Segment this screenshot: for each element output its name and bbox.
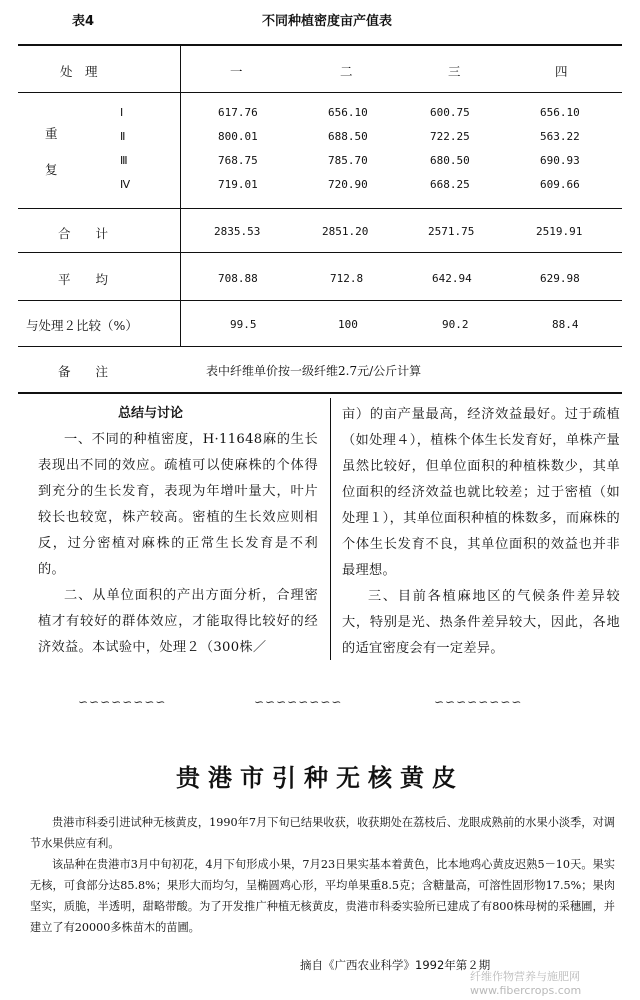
table-cell: 2851.20 (322, 225, 369, 238)
repeat-id: Ⅰ (120, 106, 124, 119)
table-cell: 680.50 (430, 154, 470, 167)
table-cell: 722.25 (430, 130, 470, 143)
repeat-id: Ⅳ (120, 178, 131, 191)
treatment-header: 处 理 (60, 64, 98, 79)
table-cell: 690.93 (540, 154, 580, 167)
table-cell: 2519.91 (536, 225, 583, 238)
table-cell: 719.01 (218, 178, 258, 191)
table-cell: 2835.53 (214, 225, 261, 238)
note-text: 表中纤维单价按一级纤维2.7元/公斤计算 (206, 364, 422, 378)
paragraph: 三、目前各植麻地区的气候条件差异较大，特别是光、热条件差异较大，因此，各地的适宜密度会有一定差异。 (342, 589, 620, 656)
table-cell: 785.70 (328, 154, 368, 167)
table-cell: 720.90 (328, 178, 368, 191)
total-label: 合 计 (58, 226, 109, 241)
table-cell: 708.88 (218, 272, 258, 285)
table-cell: 656.10 (540, 106, 580, 119)
wave-divider: ∽∽∽∽∽∽∽∽ (434, 695, 523, 709)
table-cell: 688.50 (328, 130, 368, 143)
paragraph: 一、不同的种植密度，H·11648麻的生长表现出不同的效应。疏植可以使麻株的个体得到充分的生长发育，表现为年增叶量大，叶片较长也较宽，株产较高。密植的生长效应则相反，过分密植对麻株的正常生长发育是不利的。 (38, 432, 318, 577)
table-rule (18, 346, 622, 347)
table-cell: 90.2 (442, 318, 469, 331)
table-cell: 642.94 (432, 272, 472, 285)
table-cell: 668.25 (430, 178, 470, 191)
note-label: 备 注 (58, 364, 109, 379)
table-title: 不同种植密度亩产值表 (262, 14, 393, 29)
table-rule (18, 252, 622, 253)
table-rule (18, 300, 622, 301)
table-rule (18, 92, 622, 93)
repeat-label: 复 (45, 162, 58, 177)
repeat-label: 重 (45, 126, 58, 141)
table-label: 表4 (72, 14, 95, 29)
column-divider (330, 398, 331, 660)
section-heading: 总结与讨论 (118, 406, 184, 421)
table-top-rule (18, 44, 622, 46)
table-cell: 629.98 (540, 272, 580, 285)
wave-divider: ∽∽∽∽∽∽∽∽ (78, 695, 167, 709)
table-cell: 617.76 (218, 106, 258, 119)
table-rule (18, 208, 622, 209)
table-cell: 100 (338, 318, 358, 331)
table-cell: 600.75 (430, 106, 470, 119)
table-column-rule (180, 44, 181, 346)
wave-divider: ∽∽∽∽∽∽∽∽ (254, 695, 343, 709)
table-cell: 88.4 (552, 318, 579, 331)
watermark: 纤维作物营养与施肥网 www.fibercrops.com (470, 970, 582, 997)
table-cell: 2571.75 (428, 225, 475, 238)
table-cell: 99.5 (230, 318, 257, 331)
repeat-id: Ⅱ (120, 130, 126, 143)
table-cell: 609.66 (540, 178, 580, 191)
paragraph: 亩）的亩产量最高，经济效益最好。过于疏植（如处理４），植株个体生长发育好，单株产量虽然比较好，但单位面积的种植株数少，其单位面积的经济效益也就比较差；过于密植（如处理１），其单位面积种植的株数多，而麻株的个体生长发育不良，其单位面积的效益也并非最理想。 (342, 407, 620, 578)
average-label: 平 均 (58, 272, 109, 287)
table-cell: 712.8 (330, 272, 364, 285)
source-citation: 摘自《广西农业科学》1992年第２期 (300, 958, 491, 972)
column-header: 三 (448, 64, 461, 79)
compare-label: 与处理２比较（%） (26, 318, 138, 333)
paragraph: 该品种在贵港市3月中旬初花，4月下旬形成小果，7月23日果实基本着黄色，比本地鸡心黄皮迟熟5－10天。果实无核，可食部分达85.8%；果形大而均匀，呈椭圆鸡心形，平均单果重8.5克；含糖量高，可溶性固形物17.5%；果肉坚实，质脆，半透明，甜略带酸。为了开发推广种植无核黄皮，贵港市科委实验所已建成了有800株母树的采穗圃，并建立了有20000多株苗木的苗圃。 (30, 858, 615, 934)
column-header: 一 (230, 64, 243, 79)
table-cell: 800.01 (218, 130, 258, 143)
table-cell: 563.22 (540, 130, 580, 143)
table-bottom-rule (18, 392, 622, 394)
paragraph: 二、从单位面积的产出方面分析，合理密植才有较好的群体效应，才能取得比较好的经济效益。本试验中，处理２（300株／ (38, 588, 318, 655)
paragraph: 贵港市科委引进试种无核黄皮，1990年7月下旬已结果收获，收获期处在荔枝后、龙眼成熟前的水果小淡季，对调节水果供应有利。 (30, 816, 615, 850)
article-title: 贵港市引种无核黄皮 (176, 763, 464, 792)
column-header: 四 (555, 64, 568, 79)
table-cell: 768.75 (218, 154, 258, 167)
repeat-id: Ⅲ (120, 154, 128, 167)
column-header: 二 (340, 64, 353, 79)
table-cell: 656.10 (328, 106, 368, 119)
